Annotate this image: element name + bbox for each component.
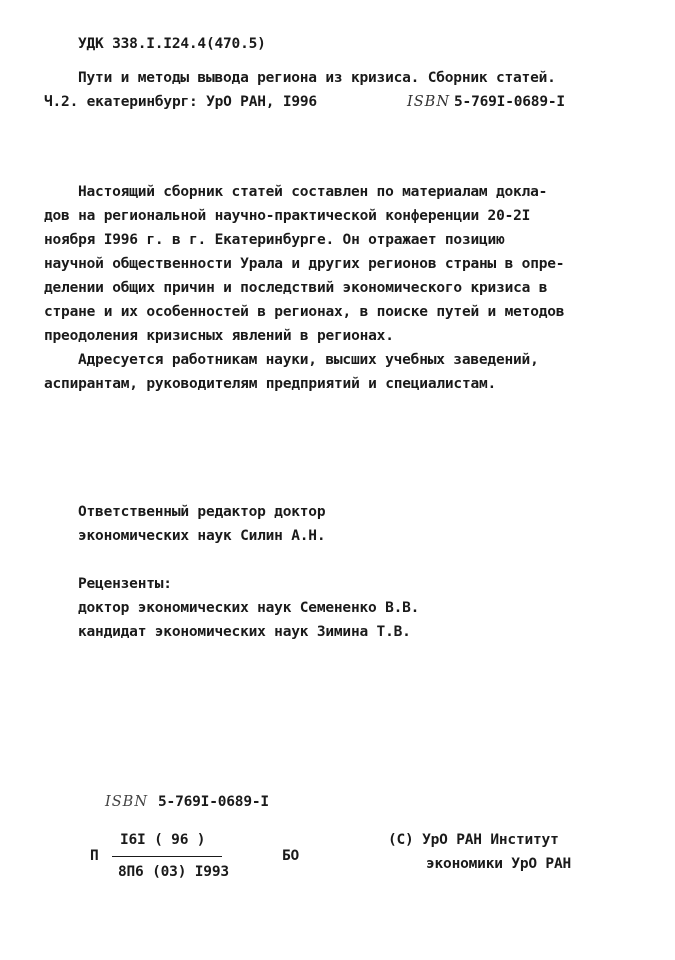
editor-line-1: Ответственный редактор доктор: [78, 504, 326, 520]
isbn-bottom: [105, 790, 269, 814]
copyright-line-2: экономики УрО РАН: [426, 856, 572, 872]
abstract-line: делении общих причин и последствий экономического кризиса в: [44, 280, 548, 296]
isbn-top: [407, 90, 565, 114]
udc-code: УДК 338.I.I24.4(470.5): [78, 36, 266, 52]
copyright-line-1: (C) УрО РАН Институт: [388, 832, 559, 848]
isbn-top-label: ISBN: [407, 94, 451, 110]
isbn-top-value: 5-769I-0689-I: [454, 94, 565, 110]
abstract-line: Настоящий сборник статей составлен по материалам докла-: [78, 184, 548, 200]
book-title-line-2: Ч.2. екатеринбург: УрО РАН, I996: [44, 94, 317, 110]
imprint-prefix: П: [90, 848, 99, 864]
imprint-denominator: 8П6 (03) I993: [118, 864, 229, 880]
book-title-line-1: Пути и методы вывода региона из кризиса. Сборник статей.: [78, 70, 556, 86]
isbn-bottom-label: ISBN: [105, 794, 149, 810]
abstract-line: дов на региональной научно-практической конференции 20-2I: [44, 208, 531, 224]
reviewer-item: доктор экономических наук Семененко В.В.: [78, 600, 420, 616]
isbn-bottom-value: 5-769I-0689-I: [158, 794, 269, 810]
abstract-line: научной общественности Урала и других регионов страны в опре-: [44, 256, 565, 272]
fraction-bar: [112, 856, 222, 857]
abstract-line: ноября I996 г. в г. Екатеринбурге. Он отражает позицию: [44, 232, 505, 248]
abstract-line: преодоления кризисных явлений в регионах.: [44, 328, 394, 344]
audience-line: Адресуется работникам науки, высших учебных заведений,: [78, 352, 539, 368]
imprint-suffix: БО: [282, 848, 300, 864]
audience-line: аспирантам, руководителям предприятий и специалистам.: [44, 376, 497, 392]
reviewer-item: кандидат экономических наук Зимина Т.В.: [78, 624, 411, 640]
imprint-numerator: I6I ( 96 ): [120, 832, 206, 848]
abstract-line: стране и их особенностей в регионах, в поиске путей и методов: [44, 304, 565, 320]
reviewers-heading: Рецензенты:: [78, 576, 172, 592]
editor-line-2: экономических наук Силин А.Н.: [78, 528, 326, 544]
